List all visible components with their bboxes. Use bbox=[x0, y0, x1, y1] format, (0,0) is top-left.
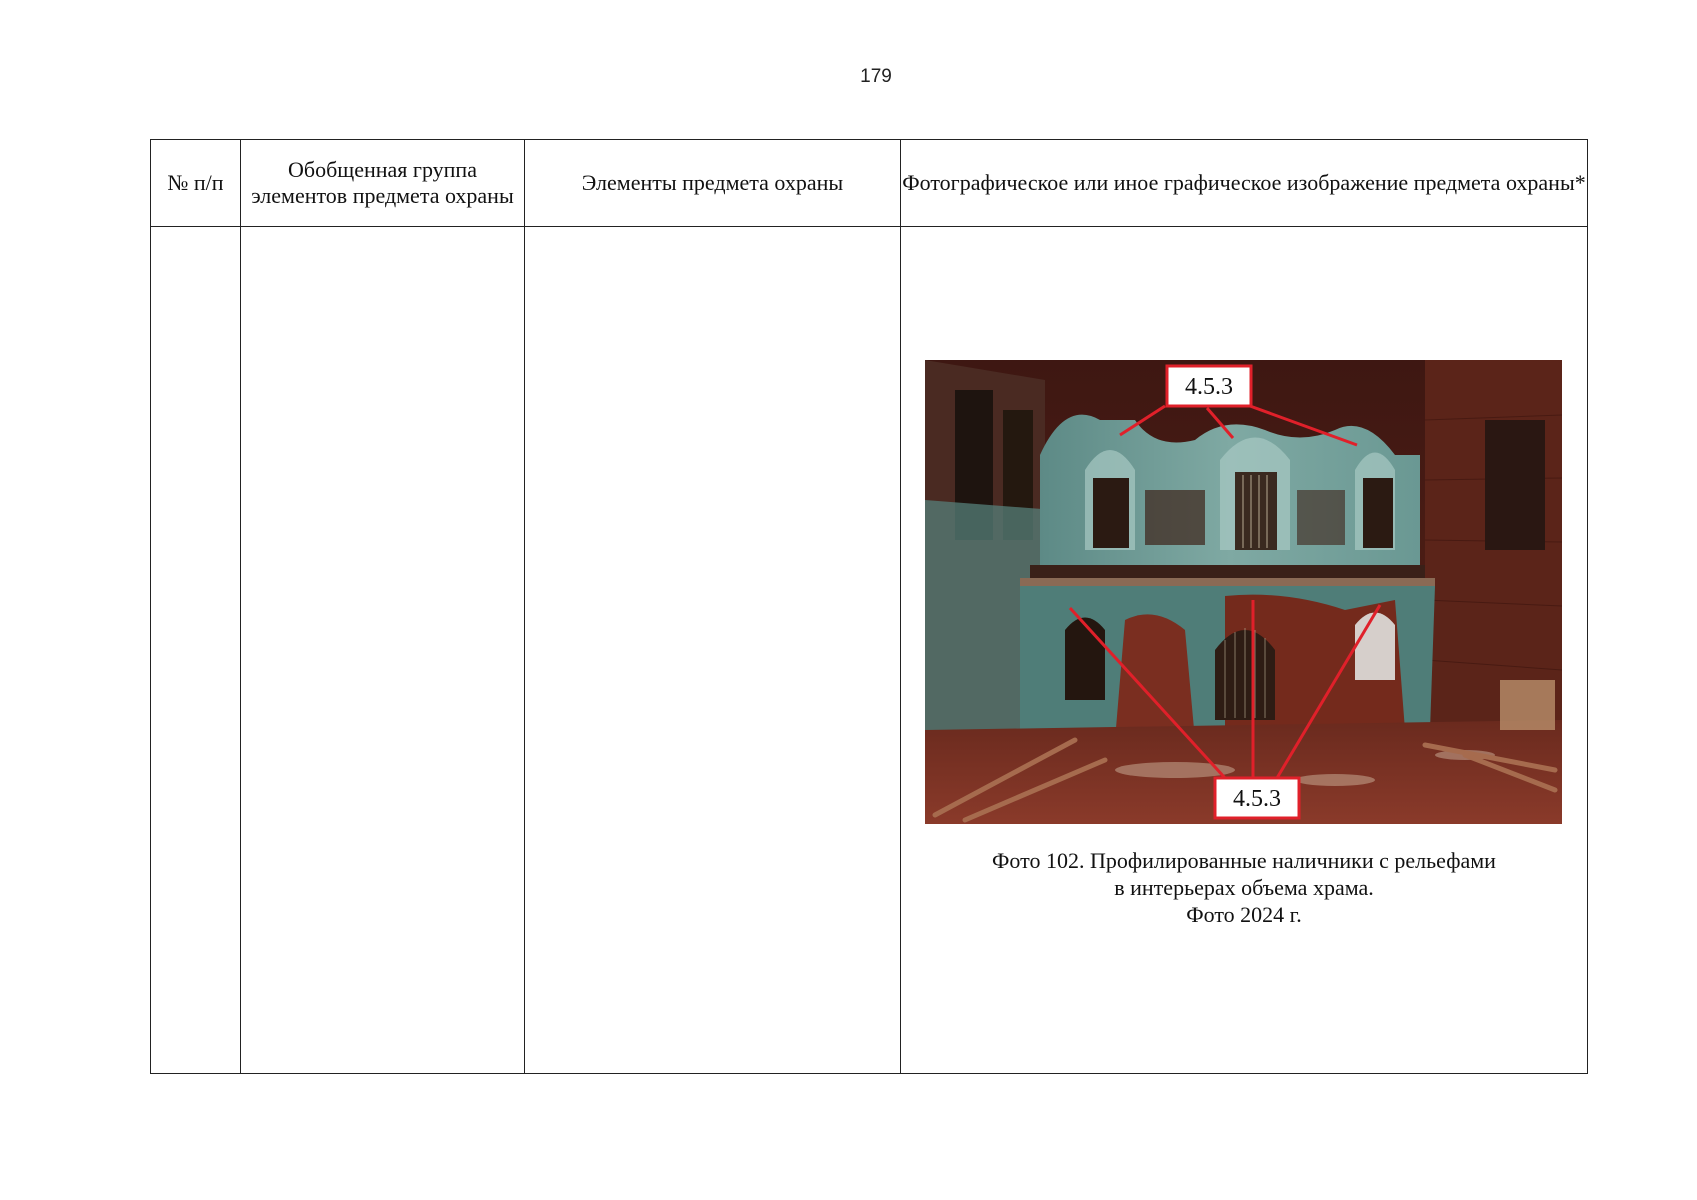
caption-line-3: Фото 2024 г. bbox=[1186, 902, 1302, 927]
church-interior-photo bbox=[925, 360, 1562, 824]
page-number: 179 bbox=[860, 66, 892, 87]
header-elements: Элементы предмета охраны bbox=[525, 140, 901, 227]
cell-image bbox=[901, 227, 1588, 1074]
header-image: Фотографическое или иное графическое изображение предмета охраны* bbox=[901, 140, 1588, 227]
callout-text-top: 4.5.3 bbox=[1185, 374, 1233, 400]
caption-line-2: в интерьерах объема храма. bbox=[1114, 875, 1374, 900]
cell-number bbox=[151, 227, 241, 1074]
callout-label-bottom bbox=[1215, 778, 1299, 818]
photo-caption bbox=[901, 847, 1587, 928]
callout-text-bottom: 4.5.3 bbox=[1233, 786, 1281, 812]
table-row bbox=[151, 227, 1588, 1074]
protection-subject-table bbox=[150, 139, 1588, 1074]
callout-label-top bbox=[1167, 366, 1251, 406]
header-element-group: Обобщенная группа элементов предмета охраны bbox=[241, 140, 525, 227]
cell-element-group bbox=[241, 227, 525, 1074]
table-header-row bbox=[151, 140, 1588, 227]
header-number: № п/п bbox=[151, 140, 241, 227]
cell-elements bbox=[525, 227, 901, 1074]
caption-line-1: Фото 102. Профилированные наличники с рельефами bbox=[992, 848, 1496, 873]
